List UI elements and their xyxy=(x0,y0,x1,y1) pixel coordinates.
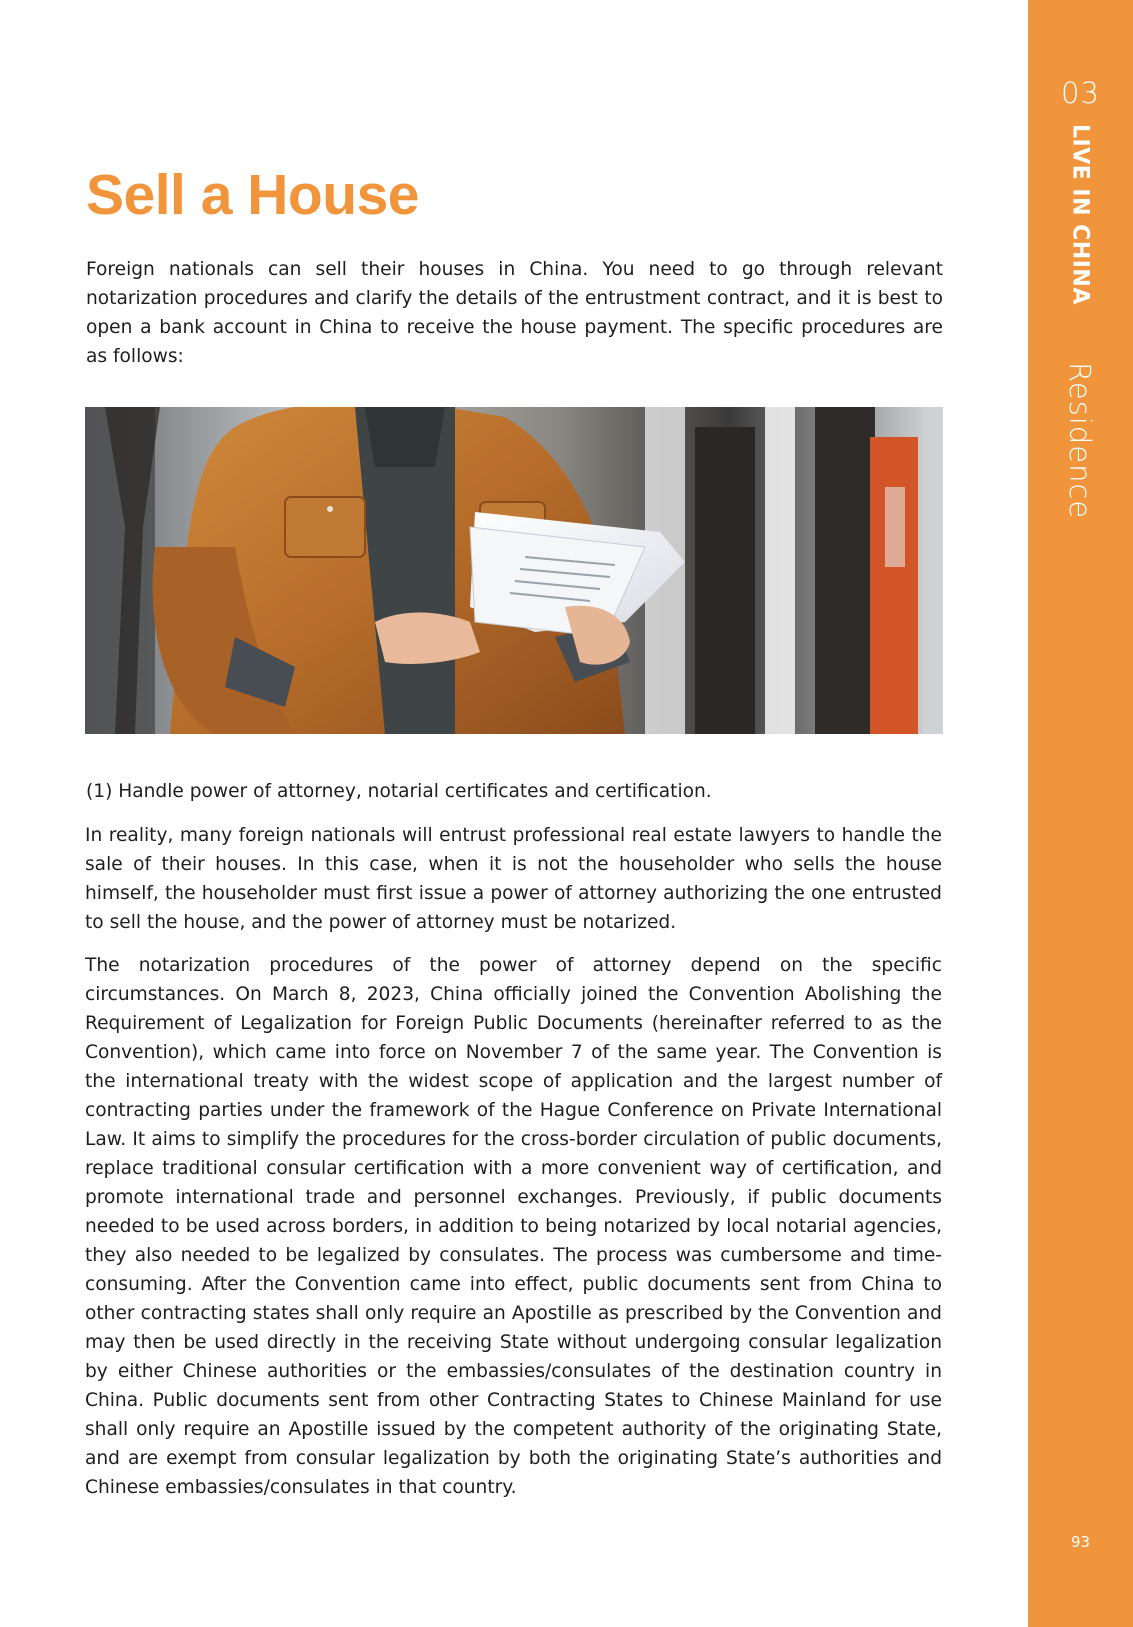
section-subtitle: Residence xyxy=(1063,362,1097,520)
body-paragraph: In reality, many foreign nationals will entrust professional real estate lawyers to handle the sale of their houses. In this case, when it is not the householder who sells the house himself, the householder must first issue a power of attorney authorizing the one entrusted to sell the house, and the power of attorney must be notarized. xyxy=(85,825,942,933)
person-holding-documents-photo xyxy=(85,407,943,734)
page-title: Sell a House xyxy=(86,163,419,227)
chapter-sidebar-content xyxy=(1028,0,1133,1627)
page-number: 93 xyxy=(1070,1533,1091,1551)
chapter-number: 03 xyxy=(1061,76,1100,110)
body-paragraph: The notarization procedures of the power of attorney depend on the specific circumstances. On March 8, 2023, China officially joined the Convention Abolishing the Requirement of Legalization for Foreign Public Documents (hereinafter referred to as the Convention), which came into force on November 7 of the same year. The Convention is the international treaty with the widest scope of application and the largest number of contracting parties under the framework of the Hague Conference on Private International Law. It aims to simplify the procedures for the cross-border circulation of public documents, replace traditional consular certification with a more convenient way of certification, and promote international trade and personnel exchanges. Previously, if public documents needed to be used across borders, in addition to being notarized by local notarial agencies, they also needed to be legalized by consulates. The process was cumbersome and time-consuming. After the Convention came into effect, public documents sent from China to other contracting states shall only require an Apostille as prescribed by the Convention and may then be used directly in the receiving State without undergoing consular legalization by either Chinese authorities or the embassies/consulates of the destination country in China. Public documents sent from other Contracting States to Chinese Mainland for use shall only require an Apostille issued by the competent authority of the originating State, and are exempt from consular legalization by both the originating State’s authorities and Chinese embassies/consulates in that country. xyxy=(85,955,942,1498)
section-title: LIVE IN CHINA xyxy=(1067,124,1093,305)
intro-paragraph: Foreign nationals can sell their houses in China. You need to go through relevant notarization procedures and clarify the details of the entrustment contract, and it is best to open a bank account in China to receive the house payment. The specific procedures are as follows: xyxy=(86,259,943,367)
step-heading: (1) Handle power of attorney, notarial certificates and certification. xyxy=(86,781,712,802)
